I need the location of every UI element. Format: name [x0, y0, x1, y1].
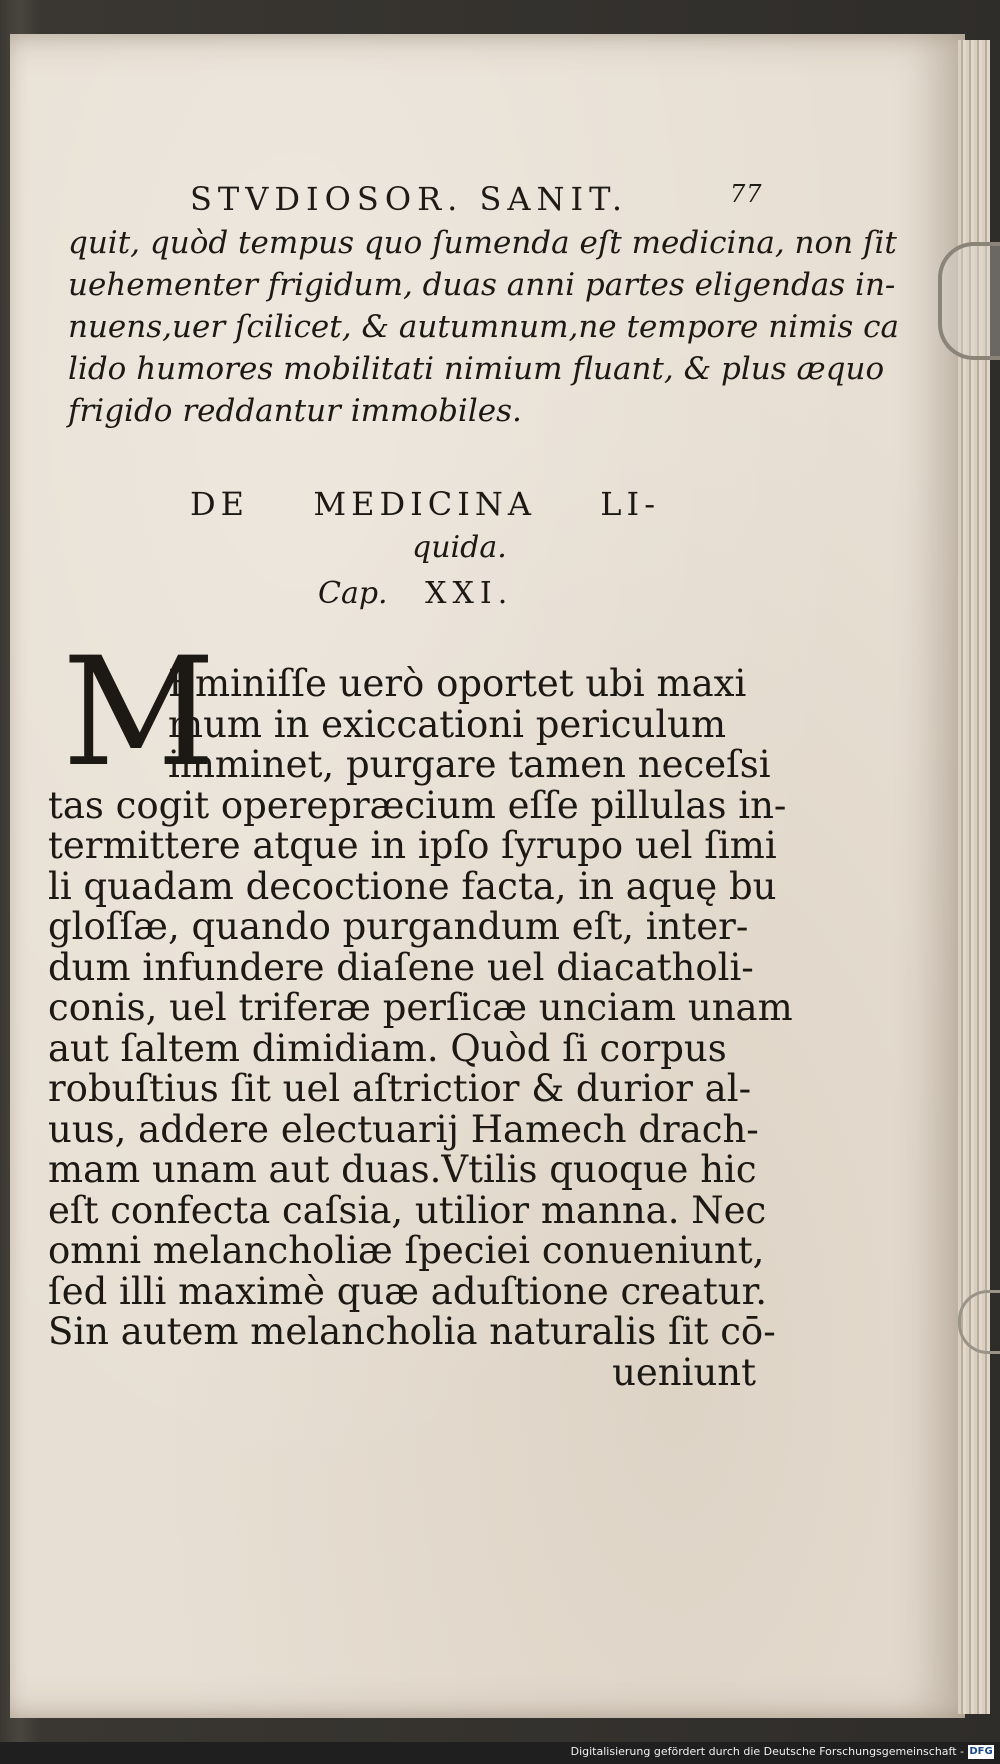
page-number: 77 — [730, 180, 763, 208]
cap-label: Cap. — [318, 576, 388, 611]
text-line: eſt confecta caſsia, utilior manna. Nec — [48, 1188, 767, 1232]
text-line: mam unam aut duas.Vtilis quoque hic — [48, 1148, 757, 1191]
heading-word: DE — [190, 485, 250, 523]
digitization-credit: Digitalisierung gefördert durch die Deutsche Forschungsgemeinschaft - — [570, 1745, 964, 1758]
running-header — [190, 180, 790, 218]
preceding-text — [68, 222, 900, 432]
text-line: mum in exiccationi periculum — [168, 702, 727, 746]
binding-clip — [938, 242, 1000, 360]
text-line: ſed illi maximè quæ aduſtione creatur. — [48, 1269, 767, 1313]
body-text — [48, 662, 793, 1394]
text-line: lido humores mobilitati nimium fluant, & plus æquo — [68, 351, 885, 387]
text-line: Sin autem melancholia naturalis ſit cō- — [48, 1310, 776, 1353]
text-line: frigido reddantur immobiles. — [68, 393, 522, 429]
text-line: gloſſæ, quando purgandum eſt, inter- — [48, 905, 749, 948]
heading-word: MEDICINA — [313, 485, 536, 523]
text-line: omni melancholiæ ſpeciei conueniunt, — [48, 1229, 765, 1272]
text-line: dum infundere diaſene uel diacatholi- — [48, 945, 754, 989]
chapter-heading-continued: quida. — [412, 530, 507, 565]
text-line: Eminiſſe uerò oportet ubi maxi — [168, 662, 747, 705]
chapter-heading — [190, 485, 660, 523]
text-line: termittere atque in ipſo ſyrupo uel ſimi — [48, 824, 777, 867]
heading-word: LI- — [600, 485, 660, 523]
text-line: conis, uel triferæ perſicæ unciam unam — [48, 986, 793, 1029]
text-line: tas cogit operepræcium eſſe pillulas in- — [48, 783, 787, 827]
text-line: uehementer frigidum, duas anni partes eligendas in- — [68, 267, 896, 303]
text-line: imminet, purgare tamen neceſsi — [168, 743, 771, 786]
text-line: aut ſaltem dimidiam. Quòd ſi corpus — [48, 1026, 727, 1070]
text-line: li quadam decoctione facta, in aquę bu — [48, 864, 777, 908]
chapter-number — [318, 576, 513, 611]
text-line: quit, quòd tempus quo ſumenda eſt medicina, non ſit — [68, 225, 897, 261]
drop-cap: M — [62, 626, 216, 800]
cap-number: XXI. — [425, 576, 514, 611]
catchword: ueniunt — [612, 1350, 756, 1394]
dfg-logo: DFG — [969, 1746, 993, 1757]
text-line: nuens,uer ſcilicet, & autumnum,ne tempore nimis ca — [68, 309, 900, 345]
running-title: STVDIOSOR. SANIT. — [190, 180, 628, 218]
text-line: uus, addere electuarij Hamech drach- — [48, 1107, 759, 1151]
text-line: robuſtius ſit uel aſtrictior & durior al- — [48, 1067, 752, 1110]
